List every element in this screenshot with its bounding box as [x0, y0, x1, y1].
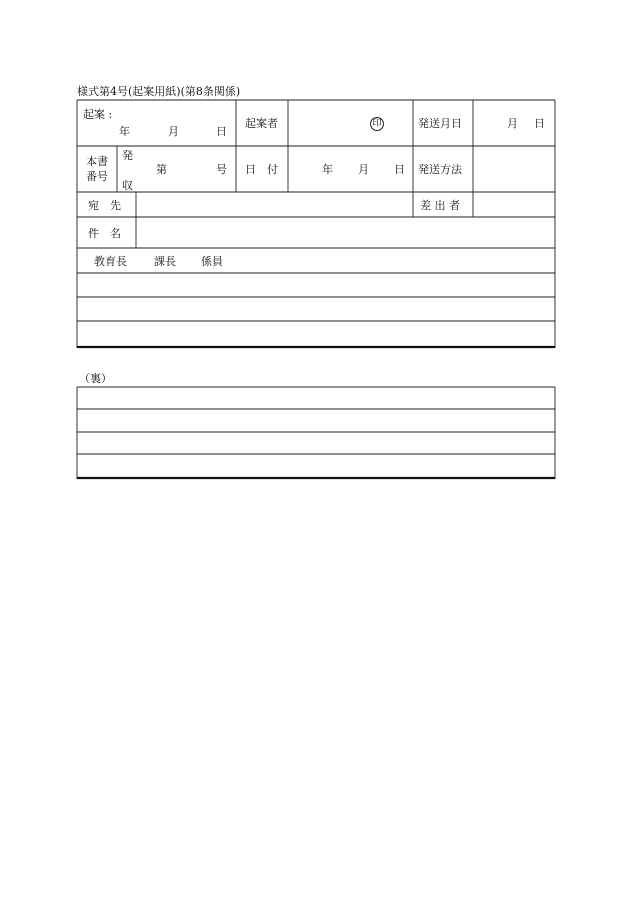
hizuke-label: 日 付 [245, 163, 278, 176]
form-grid [77, 100, 555, 348]
approver-kyouikuchou: 教育長 [94, 255, 127, 268]
back-label: （裏） [79, 372, 112, 385]
hatsu-label: 発 [122, 149, 133, 162]
kian-label: 起案 : [83, 108, 113, 121]
approver-kachou: 課長 [154, 255, 176, 268]
seal-icon: 印 [370, 117, 384, 131]
hassou-method-label: 発送方法 [418, 163, 462, 176]
hassou-month-unit: 月 [507, 117, 518, 130]
shu-label: 収 [122, 179, 133, 192]
hizuke-month-unit: 月 [358, 163, 369, 176]
proposal-form [77, 100, 555, 348]
dai-label: 第 [156, 163, 167, 176]
honsho-label-line1: 本書 [86, 155, 108, 168]
form-title: 様式第4号(起案用紙)(第8条関係) [77, 85, 241, 98]
approver-kakariin: 係員 [201, 255, 223, 268]
kiansha-label: 起案者 [245, 117, 278, 130]
kian-day-unit: 日 [216, 125, 227, 138]
honsho-label-line2: 番号 [86, 170, 108, 183]
back-table [77, 387, 555, 479]
gou-label: 号 [216, 163, 227, 176]
back-grid [77, 387, 555, 479]
hassou-day-unit: 日 [534, 117, 545, 130]
hizuke-day-unit: 日 [394, 163, 405, 176]
kian-year-unit: 年 [119, 125, 130, 138]
hizuke-year-unit: 年 [322, 163, 333, 176]
atesaki-label: 宛 先 [88, 199, 121, 212]
kian-month-unit: 月 [168, 125, 179, 138]
kenmei-label: 件 名 [88, 227, 121, 240]
sashidashi-label: 差 出 者 [420, 199, 460, 212]
hassou-date-label: 発送月日 [418, 117, 462, 130]
